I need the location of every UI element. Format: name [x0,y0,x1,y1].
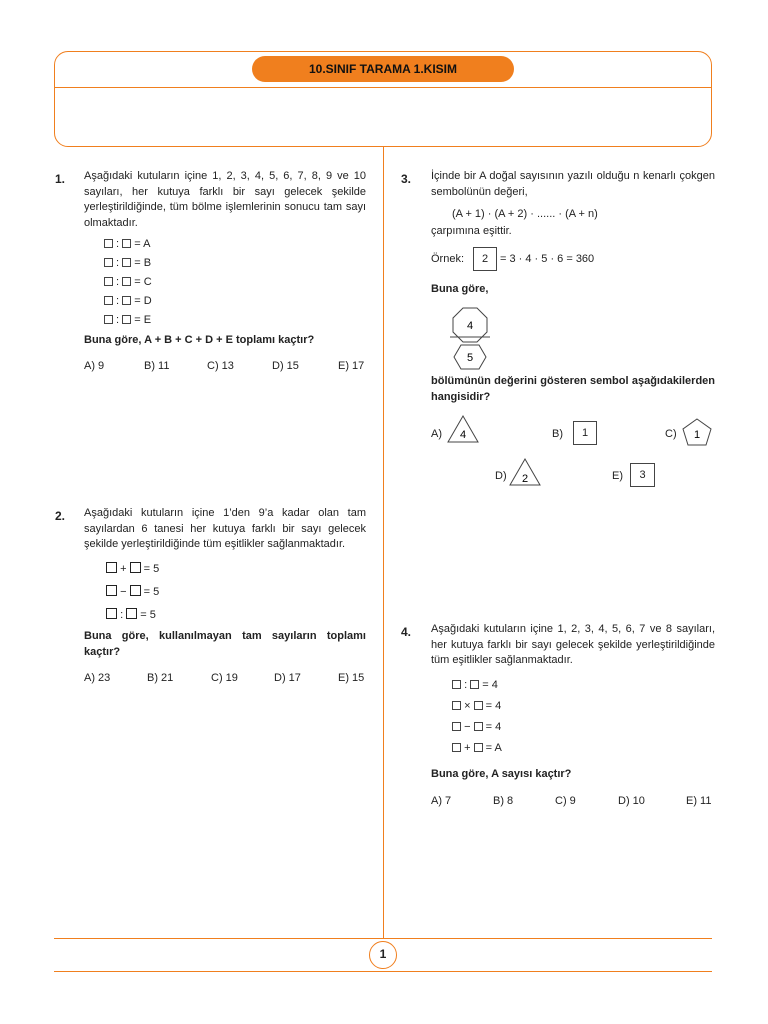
q2-choices [84,672,384,688]
q2-eq-row: + = 5 [106,562,159,585]
q1-eq-row: : = E [104,313,152,332]
q2-number: 2. [55,509,66,523]
q3-choice-d-label[interactable]: D) [495,470,507,482]
q3-text2: çarpımına eşittir. [431,225,512,237]
q1-choice-e[interactable]: E) 17 [338,360,365,372]
q4-choices [431,795,721,811]
q2-choice-b[interactable]: B) 21 [147,672,174,684]
q3-choice-c-pentagon[interactable] [681,417,713,447]
q3-question: bölümünün değerini gösteren sembol aşağıdakilerden hangisidir? [431,375,715,403]
page-number: 1 [369,941,397,969]
q3-number: 3. [401,172,412,186]
q1-eq-row: : = B [104,256,152,275]
q1-choices [84,360,384,376]
q1-equations [104,237,152,332]
q3-choice-a-triangle[interactable] [446,414,480,444]
q1-question: Buna göre, A + B + C + D + E toplamı kaçtır? [84,334,315,346]
q3-choice-e-label[interactable]: E) [612,470,623,482]
q3-text: İçinde bir A doğal sayısının yazılı olduğu n kenarlı çokgen sembolünün değeri, [431,170,715,198]
page-title: 10.SINIF TARAMA 1.KISIM [252,56,514,82]
q4-text: Aşağıdaki kutuların içine 1, 2, 3, 4, 5, 6, 7 ve 8 sayıları, her kutuya farklı bir sayı gelecek şekilde yerleştirildiğinde tüm eşitlikler sağlanmaktadır. [431,623,715,666]
q4-number: 4. [401,625,412,639]
q3-choice-b-label[interactable]: B) [552,428,563,440]
q4-equations [452,678,502,762]
q2-choice-a[interactable]: A) 23 [84,672,111,684]
q2-question: Buna göre, kullanılmayan tam sayıların toplamı kaçtır? [84,630,366,658]
q2-choice-c[interactable]: C) 19 [211,672,238,684]
q1-number: 1. [55,172,66,186]
q2-eq-row: : = 5 [106,608,159,631]
q4-choice-a[interactable]: A) 7 [431,795,452,807]
q3-choice-e-square[interactable]: 3 [630,463,655,487]
q3-choice-d-value: 2 [521,473,529,485]
q2-eq-row: − = 5 [106,585,159,608]
q1-choice-d[interactable]: D) 15 [272,360,299,372]
q3-choice-b-square[interactable]: 1 [573,421,597,445]
q3-choice-a-label[interactable]: A) [431,428,442,440]
q3-buna-gore: Buna göre, [431,283,489,295]
header-divider [54,87,712,88]
q3-choice-d-triangle[interactable] [508,457,542,487]
q4-eq-row: : = 4 [452,678,502,699]
q4-eq-row: × = 4 [452,699,502,720]
q3-fraction [448,305,492,371]
q4-question: Buna göre, A sayısı kaçtır? [431,768,572,780]
q2-equations [106,562,159,631]
footer-line-top [54,938,712,939]
q1-choice-a[interactable]: A) 9 [84,360,105,372]
q3-example-label: Örnek: [431,253,465,265]
q3-choice-c-value: 1 [693,429,701,441]
q3-fraction-numerator: 4 [466,320,474,332]
q1-choice-b[interactable]: B) 11 [144,360,170,372]
q3-example-result: = 3 · 4 · 5 · 6 = 360 [500,253,595,265]
q4-choice-b[interactable]: B) 8 [493,795,514,807]
q1-eq-row: : = C [104,275,152,294]
q3-example-square: 2 [473,247,497,271]
q4-choice-e[interactable]: E) 11 [686,795,712,807]
q1-choice-c[interactable]: C) 13 [207,360,234,372]
q1-text: Aşağıdaki kutuların içine 1, 2, 3, 4, 5, 6, 7, 8, 9 ve 10 sayıları, her kutuya farklı bir sayı gelecek şekilde yerleştirildiğinde, tüm bölme işlemlerinin sonucu tam sayı olmaktadır. [84,170,366,229]
q3-choice-a-value: 4 [459,429,467,441]
q2-text: Aşağıdaki kutuların içine 1’den 9’a kadar olan tam sayılardan 6 tanesi her kutuya farklı bir sayı gelecek şekilde yerleştirildiğinde tüm eşitlikler sağlanmaktadır. [84,507,366,550]
column-divider [383,147,384,938]
q4-choice-d[interactable]: D) 10 [618,795,645,807]
footer-line-bottom [54,971,712,972]
q2-choice-d[interactable]: D) 17 [274,672,301,684]
q4-eq-row: − = 4 [452,720,502,741]
q2-choice-e[interactable]: E) 15 [338,672,365,684]
q1-eq-row: : = A [104,237,152,256]
q3-formula: (A + 1) · (A + 2) · ...... · (A + n) [452,208,598,220]
q1-eq-row: : = D [104,294,152,313]
q3-choice-c-label[interactable]: C) [665,428,677,440]
q4-choice-c[interactable]: C) 9 [555,795,576,807]
q3-fraction-denominator: 5 [466,352,474,364]
q4-eq-row: + = A [452,741,502,762]
